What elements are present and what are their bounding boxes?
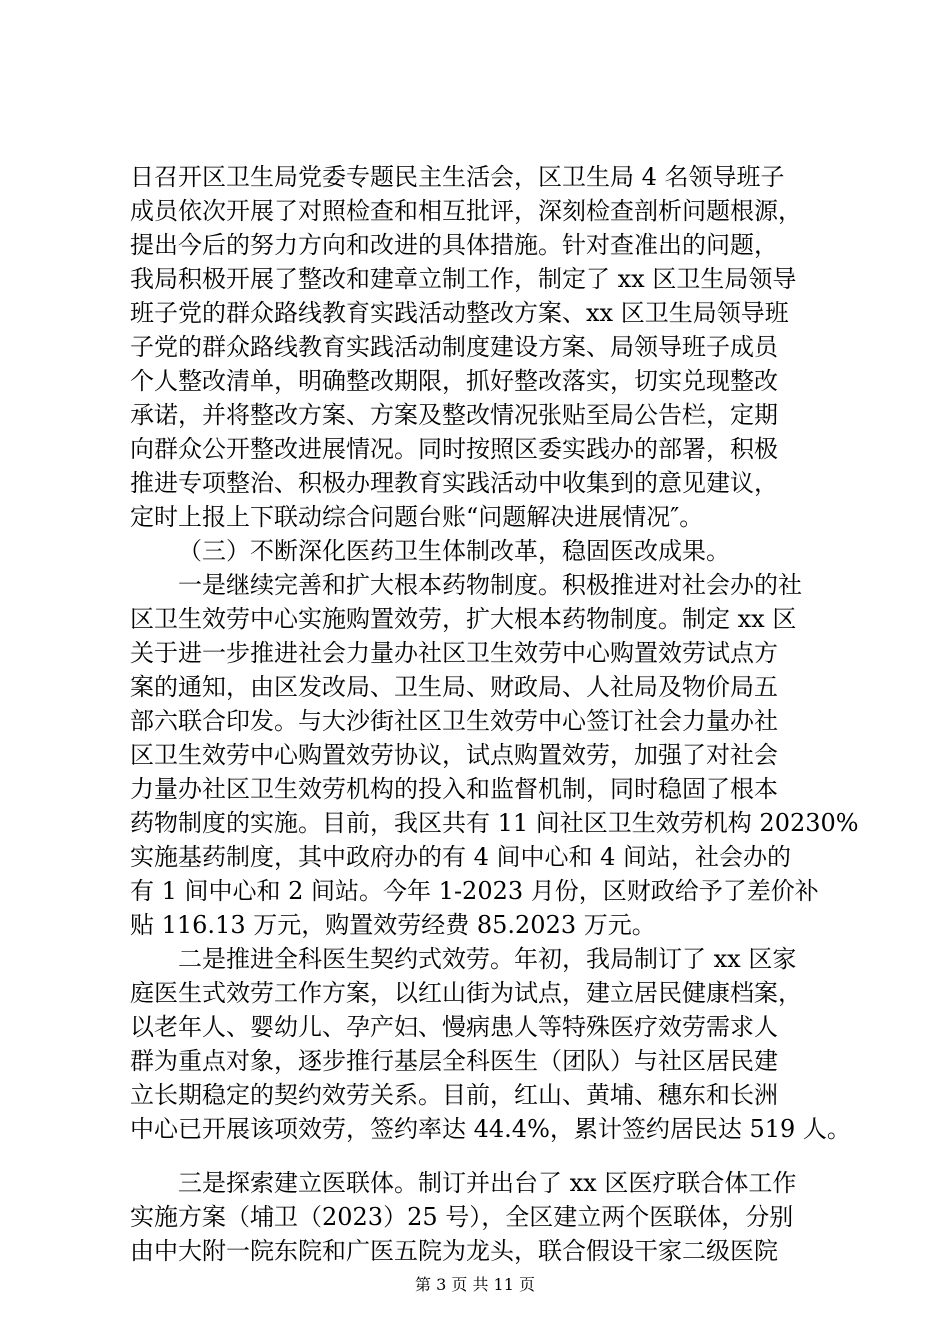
- text-line: 中心已开展该项效劳，签约率达 44.4%，累计签约居民达 519 人。: [130, 1115, 851, 1143]
- text-line: 贴 116.13 万元，购置效劳经费 85.2023 万元。: [130, 911, 656, 939]
- text-line: 有 1 间中心和 2 间站。今年 1-2023 月份，区财政给予了差价补: [130, 877, 819, 905]
- text-line: 药物制度的实施。目前，我区共有 11 间社区卫生效劳机构 20230%: [130, 809, 859, 837]
- text-line: 个人整改清单，明确整改期限，抓好整改落实，切实兑现整改: [130, 367, 778, 395]
- text-line: 推进专项整治、积极办理教育实践活动中收集到的意见建议，: [130, 469, 778, 497]
- text-line: 立长期稳定的契约效劳关系。目前，红山、黄埔、穗东和长洲: [130, 1081, 778, 1109]
- text-line: 三是探索建立医联体。制订并出台了 xx 区医疗联合体工作: [178, 1169, 797, 1197]
- text-line: 实施基药制度，其中政府办的有 4 间中心和 4 间站，社会办的: [130, 843, 792, 871]
- text-line: 庭医生式效劳工作方案，以红山街为试点，建立居民健康档案，: [130, 979, 802, 1007]
- text-line: 向群众公开整改进展情况。同时按照区委实践办的部署，积极: [130, 435, 778, 463]
- section-heading: （三）不断深化医药卫生体制改革，稳固医改成果。: [178, 537, 730, 565]
- text-line: 班子党的群众路线教育实践活动整改方案、xx 区卫生局领导班: [130, 299, 789, 327]
- text-line: 群为重点对象，逐步推行基层全科医生（团队）与社区居民建: [130, 1047, 778, 1075]
- text-line: 案的通知，由区发改局、卫生局、财政局、人社局及物价局五: [130, 673, 778, 701]
- text-line: 定时上报上下联动综合问题台账“问题解决进展情况″。: [130, 503, 704, 531]
- text-line: 关于进一步推进社会力量办社区卫生效劳中心购置效劳试点方: [130, 639, 778, 667]
- page-footer: 第 3 页 共 11 页: [415, 1275, 535, 1294]
- text-line: 部六联合印发。与大沙街社区卫生效劳中心签订社会力量办社: [130, 707, 778, 735]
- text-line: 日召开区卫生局党委专题民主生活会，区卫生局 4 名领导班子: [130, 163, 785, 191]
- text-line: 二是推进全科医生契约式效劳。年初，我局制订了 xx 区家: [178, 945, 797, 973]
- text-line: 力量办社区卫生效劳机构的投入和监督机制，同时稳固了根本: [130, 775, 778, 803]
- text-line: 区卫生效劳中心购置效劳协议，试点购置效劳，加强了对社会: [130, 741, 778, 769]
- text-line: 一是继续完善和扩大根本药物制度。积极推进对社会办的社: [178, 571, 802, 599]
- text-line: 提出今后的努力方向和改进的具体措施。针对查准出的问题，: [130, 231, 778, 259]
- text-line: 实施方案（埔卫（2023）25 号），全区建立两个医联体，分别: [130, 1203, 794, 1231]
- text-line: 子党的群众路线教育实践活动制度建设方案、局领导班子成员: [130, 333, 778, 361]
- text-line: 成员依次开展了对照检查和相互批评，深刻检查剖析问题根源，: [130, 197, 802, 225]
- text-line: 承诺，并将整改方案、方案及整改情况张贴至局公告栏，定期: [130, 401, 778, 429]
- text-line: 由中大附一院东院和广医五院为龙头，联合假设干家二级医院: [130, 1237, 778, 1265]
- text-line: 我局积极开展了整改和建章立制工作，制定了 xx 区卫生局领导: [130, 265, 797, 293]
- text-line: 区卫生效劳中心实施购置效劳，扩大根本药物制度。制定 xx 区: [130, 605, 797, 633]
- text-line: 以老年人、婴幼儿、孕产妇、慢病患人等特殊医疗效劳需求人: [130, 1013, 778, 1041]
